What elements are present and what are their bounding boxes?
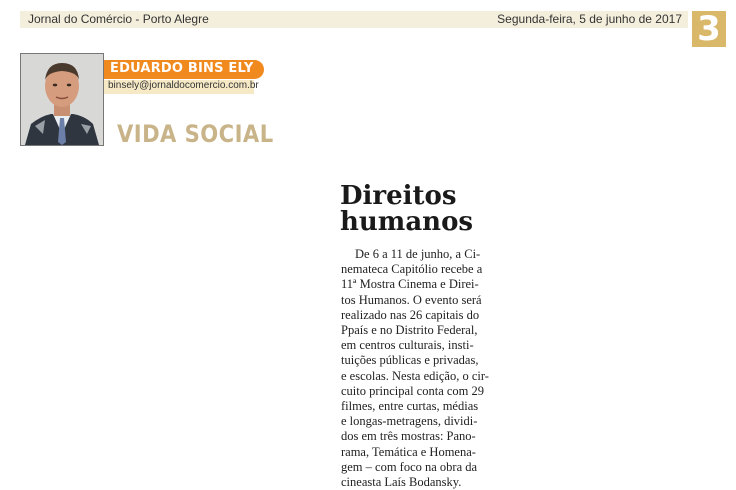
body-line: e escolas. Nesta edição, o cir- — [341, 368, 489, 383]
body-line: tos Humanos. O evento será — [341, 292, 482, 307]
columnist-name: EDUARDO BINS ELY — [110, 61, 254, 76]
body-line: nemateca Capitólio recebe a — [341, 262, 483, 277]
publication-date: Segunda-feira, 5 de junho de 2017 — [497, 12, 682, 26]
body-line: 11ª Mostra Cinema e Direi- — [341, 277, 479, 292]
body-line: filmes, entre curtas, médias — [341, 399, 479, 414]
article-headline — [340, 183, 540, 235]
headline-line: Direitos — [340, 181, 457, 211]
body-line: rama, Temática e Homena- — [341, 444, 476, 459]
body-line: De 6 a 11 de junho, a Ci- — [355, 247, 481, 261]
headline-line: humanos — [340, 207, 474, 237]
columnist-email-bar — [104, 80, 259, 94]
body-line: tuições públicas e privadas, — [341, 353, 479, 368]
body-line: Ppaís e no Distrito Federal, — [341, 323, 478, 338]
publication-name: Jornal do Comércio - Porto Alegre — [28, 12, 209, 26]
page-header-bar — [20, 11, 688, 28]
columnist-name-banner — [104, 60, 264, 79]
body-line: realizado nas 26 capitais do — [341, 307, 480, 322]
page-number: 3 — [692, 11, 726, 47]
body-line: em centros culturais, insti- — [341, 338, 474, 353]
body-line: cuito principal conta com 29 — [341, 383, 485, 398]
columnist-photo — [20, 53, 104, 146]
body-line: e longas-metragens, dividi- — [341, 414, 478, 429]
section-title: VIDA SOCIAL — [117, 120, 274, 148]
body-line: cineasta Laís Bodansky. — [341, 475, 462, 490]
columnist-email: binsely@jornaldocomercio.com.br — [108, 80, 259, 91]
body-line: gem – com foco na obra da — [341, 459, 478, 474]
article-body — [341, 247, 501, 490]
body-line: dos em três mostras: Pano- — [341, 429, 476, 444]
